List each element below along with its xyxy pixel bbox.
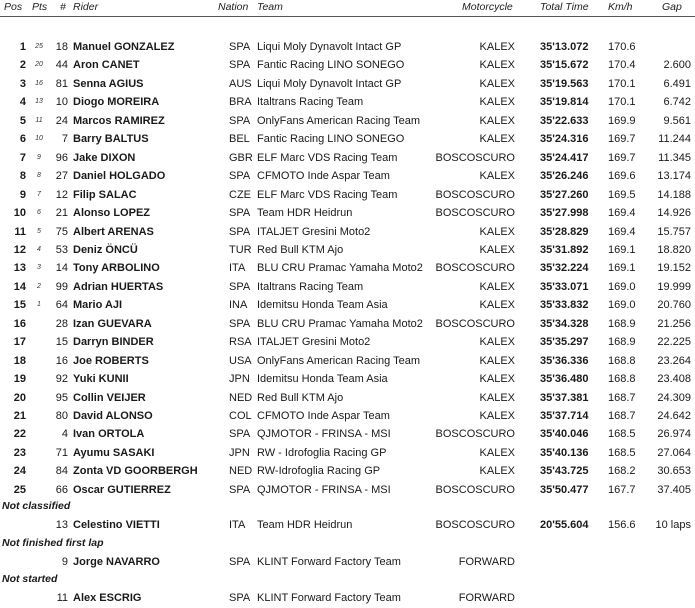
position: 10	[13, 207, 26, 220]
nation: SPA	[229, 555, 251, 568]
rider-name: Jorge NAVARRO	[73, 555, 160, 568]
gap: 27.064	[657, 446, 691, 459]
speed-kmh: 168.5	[608, 446, 636, 459]
rider-name: Senna AGIUS	[73, 77, 144, 90]
rider-name: Ivan ORTOLA	[73, 428, 145, 441]
section-title: Not started	[2, 573, 58, 585]
rider-name: Alonso LOPEZ	[73, 207, 150, 220]
table-row	[0, 131, 695, 149]
team: QJMOTOR - FRINSA - MSI	[257, 483, 391, 496]
gap: 19.152	[657, 262, 691, 275]
total-time: 35'15.672	[540, 59, 589, 72]
speed-kmh: 169.0	[608, 299, 636, 312]
total-time: 35'34.328	[540, 317, 589, 330]
rider-name: Aron CANET	[73, 59, 140, 72]
speed-kmh: 168.7	[608, 410, 636, 422]
speed-kmh: 169.9	[608, 114, 636, 127]
total-time: 35'50.477	[540, 483, 589, 496]
position: 18	[13, 354, 26, 367]
nation: SPA	[229, 280, 251, 293]
team: KLINT Forward Factory Team	[257, 555, 401, 568]
nation: SPA	[229, 428, 251, 441]
rider-number: 81	[55, 77, 68, 90]
nation: NED	[229, 465, 253, 478]
motorcycle: KALEX	[479, 96, 515, 109]
rider-name: Darryn BINDER	[73, 336, 154, 349]
nation: TUR	[229, 243, 252, 256]
rider-number: 10	[55, 96, 68, 109]
rider-name: Deniz ÖNCÜ	[73, 243, 138, 256]
rider-name: Alex ESCRIG	[73, 592, 142, 604]
position: 13	[13, 262, 26, 275]
points: 6	[37, 209, 41, 217]
rider-name: Tony ARBOLINO	[73, 262, 160, 275]
position: 5	[19, 114, 26, 127]
total-time: 35'43.725	[540, 465, 589, 478]
motorcycle: KALEX	[479, 336, 515, 349]
rider-name: Marcos RAMIREZ	[73, 114, 165, 127]
total-time: 35'26.246	[540, 170, 589, 183]
rider-number: 18	[55, 41, 68, 53]
table-row	[0, 113, 695, 131]
rider-name: David ALONSO	[73, 410, 153, 422]
section-title: Not finished first lap	[2, 536, 104, 549]
gap: 20.760	[657, 299, 691, 312]
position: 8	[19, 170, 26, 183]
position: 7	[19, 151, 26, 164]
total-time: 35'19.563	[540, 77, 589, 90]
motorcycle: BOSCOSCURO	[435, 428, 515, 441]
rider-number: 13	[55, 519, 68, 531]
table-row	[0, 187, 695, 205]
table-row	[0, 554, 695, 572]
gap: 30.653	[657, 465, 691, 478]
rider-number: 75	[55, 225, 68, 238]
header-team: Team	[257, 1, 283, 13]
table-row	[0, 445, 695, 463]
nation: COL	[229, 410, 252, 422]
gap: 11.244	[658, 133, 691, 146]
gap: 24.309	[657, 391, 691, 404]
nation: SPA	[229, 592, 251, 604]
gap: 10 laps	[655, 519, 691, 531]
team: RW-Idrofoglia Racing GP	[257, 465, 381, 478]
gap: 19.999	[657, 280, 691, 293]
speed-kmh: 168.8	[608, 354, 636, 367]
total-time: 35'40.136	[540, 446, 589, 459]
speed-kmh: 169.4	[608, 207, 636, 220]
motorcycle: KALEX	[479, 410, 515, 422]
points: 2	[37, 282, 41, 290]
nation: RSA	[229, 336, 252, 349]
rider-number: 53	[55, 243, 68, 256]
gap: 9.561	[663, 114, 691, 127]
nation: ITA	[229, 519, 246, 531]
team: Liqui Moly Dynavolt Intact GP	[257, 77, 402, 90]
motorcycle: KALEX	[479, 280, 515, 293]
motorcycle: KALEX	[479, 41, 515, 53]
rider-name: Ayumu SASAKI	[73, 446, 155, 459]
nation: SPA	[229, 207, 251, 220]
points: 10	[35, 135, 43, 143]
points: 7	[37, 190, 41, 198]
total-time: 35'22.633	[540, 114, 589, 127]
table-row	[0, 590, 695, 608]
nation: SPA	[229, 41, 251, 53]
table-row	[0, 463, 695, 481]
gap: 6.742	[663, 96, 691, 109]
gap: 37.405	[657, 483, 691, 496]
total-time: 35'27.998	[540, 207, 589, 220]
team: BLU CRU Pramac Yamaha Moto2	[257, 317, 423, 330]
motorcycle: KALEX	[479, 373, 515, 386]
position: 16	[13, 317, 26, 330]
position: 2	[19, 59, 26, 72]
speed-kmh: 168.5	[608, 428, 636, 441]
gap: 6.491	[663, 77, 691, 90]
speed-kmh: 168.2	[608, 465, 636, 478]
nation: CZE	[229, 188, 251, 201]
gap: 13.174	[657, 170, 691, 183]
speed-kmh: 169.0	[608, 280, 636, 293]
rider-number: 84	[55, 465, 68, 478]
speed-kmh: 169.7	[608, 151, 636, 164]
points: 9	[37, 153, 41, 161]
motorcycle: BOSCOSCURO	[435, 262, 515, 275]
speed-kmh: 156.6	[608, 519, 636, 531]
section-title: Not classified	[2, 500, 71, 512]
speed-kmh: 169.1	[608, 243, 636, 256]
motorcycle: KALEX	[479, 114, 515, 127]
speed-kmh: 169.4	[608, 225, 636, 238]
header-pos: Pos	[4, 1, 23, 13]
motorcycle: KALEX	[479, 354, 515, 367]
table-row	[0, 408, 695, 426]
motorcycle: FORWARD	[458, 592, 515, 604]
motorcycle: KALEX	[479, 465, 515, 478]
position: 3	[19, 77, 26, 90]
total-time: 35'27.260	[540, 188, 589, 201]
table-row	[0, 316, 695, 334]
speed-kmh: 168.9	[608, 336, 636, 349]
position: 25	[13, 483, 26, 496]
total-time: 35'31.892	[540, 243, 589, 256]
team: CFMOTO Inde Aspar Team	[257, 410, 390, 422]
nation: BEL	[229, 133, 250, 146]
points: 16	[35, 79, 43, 87]
total-time: 35'40.046	[540, 428, 589, 441]
team: ITALJET Gresini Moto2	[257, 336, 371, 349]
table-row	[0, 260, 695, 278]
position: 12	[13, 243, 26, 256]
gap: 26.974	[657, 428, 691, 441]
rider-number: 12	[55, 188, 68, 201]
total-time: 35'33.832	[540, 299, 589, 312]
rider-name: Celestino VIETTI	[73, 519, 160, 531]
rider-number: 80	[55, 410, 68, 422]
rider-number: 7	[61, 133, 68, 146]
points: 3	[37, 264, 41, 272]
total-time: 35'24.417	[540, 151, 589, 164]
position: 15	[13, 299, 26, 312]
table-row	[0, 205, 695, 223]
nation: SPA	[229, 483, 251, 496]
motorcycle: KALEX	[479, 59, 515, 72]
motorcycle: BOSCOSCURO	[435, 151, 515, 164]
rider-number: 11	[56, 592, 68, 604]
team: Fantic Racing LINO SONEGO	[257, 59, 405, 72]
nation: SPA	[229, 317, 251, 330]
motorcycle: BOSCOSCURO	[435, 207, 515, 220]
rider-number: 9	[61, 555, 68, 568]
table-row	[0, 517, 695, 535]
motorcycle: BOSCOSCURO	[435, 317, 515, 330]
total-time: 35'36.336	[540, 354, 589, 367]
gap: 14.926	[657, 207, 691, 220]
header-total-time: Total Time	[540, 1, 589, 13]
gap: 14.188	[657, 188, 691, 201]
team: Italtrans Racing Team	[257, 280, 364, 293]
team: Team HDR Heidrun	[257, 207, 353, 220]
position: 11	[14, 225, 26, 238]
table-row	[0, 168, 695, 186]
team: Red Bull KTM Ajo	[257, 243, 344, 256]
total-time: 20'55.604	[540, 519, 589, 531]
position: 4	[19, 96, 26, 109]
table-row	[0, 297, 695, 315]
nation: SPA	[229, 114, 251, 127]
position: 6	[19, 133, 26, 146]
motorcycle: KALEX	[479, 446, 515, 459]
gap: 11.345	[658, 151, 691, 164]
nation: JPN	[229, 446, 250, 459]
speed-kmh: 169.5	[608, 188, 636, 201]
nation: AUS	[229, 77, 252, 90]
position: 17	[13, 336, 26, 349]
rider-number: 28	[55, 317, 68, 330]
team: Idemitsu Honda Team Asia	[257, 373, 388, 386]
header-rider: Rider	[73, 1, 99, 13]
team: Red Bull KTM Ajo	[257, 391, 344, 404]
rider-number: 71	[55, 446, 68, 459]
gap: 2.600	[663, 59, 691, 72]
total-time: 35'36.480	[540, 373, 589, 386]
rider-name: Filip SALAC	[73, 188, 137, 201]
team: Fantic Racing LINO SONEGO	[257, 133, 405, 146]
rider-number: 4	[61, 428, 68, 441]
table-row	[0, 390, 695, 408]
position: 20	[13, 391, 26, 404]
table-row	[0, 426, 695, 444]
speed-kmh: 169.6	[608, 170, 636, 183]
team: RW - Idrofoglia Racing GP	[257, 446, 387, 459]
motorcycle: BOSCOSCURO	[435, 188, 515, 201]
nation: ITA	[229, 262, 246, 275]
gap: 22.225	[657, 336, 691, 349]
table-row	[0, 482, 695, 500]
speed-kmh: 169.7	[608, 133, 636, 146]
rider-number: 21	[55, 207, 68, 220]
rider-number: 27	[55, 170, 68, 183]
speed-kmh: 170.6	[608, 41, 636, 53]
table-row	[0, 371, 695, 389]
points: 1	[37, 301, 41, 309]
table-row	[0, 353, 695, 371]
nation: SPA	[229, 225, 251, 238]
position: 19	[13, 373, 26, 386]
motorcycle: KALEX	[479, 133, 515, 146]
nation: BRA	[229, 96, 252, 109]
header-kmh: Km/h	[608, 1, 633, 13]
position: 14	[13, 280, 26, 293]
speed-kmh: 170.1	[608, 96, 636, 109]
gap: 23.264	[657, 354, 691, 367]
total-time: 35'13.072	[540, 41, 589, 53]
header-motorcycle: Motorcycle	[462, 1, 513, 13]
table-row	[0, 334, 695, 352]
motorcycle: BOSCOSCURO	[435, 483, 515, 496]
speed-kmh: 167.7	[608, 483, 636, 496]
nation: SPA	[229, 59, 251, 72]
gap: 24.642	[657, 410, 691, 422]
points: 25	[35, 43, 43, 50]
team: Idemitsu Honda Team Asia	[257, 299, 388, 312]
rider-number: 92	[55, 373, 68, 386]
team: OnlyFans American Racing Team	[257, 354, 421, 367]
table-row	[0, 94, 695, 112]
team: OnlyFans American Racing Team	[257, 114, 421, 127]
header-pts: Pts	[32, 1, 48, 13]
total-time: 35'28.829	[540, 225, 589, 238]
position: 21	[13, 410, 26, 422]
points: 11	[35, 116, 43, 124]
motorcycle: KALEX	[479, 391, 515, 404]
rider-name: Yuki KUNII	[73, 373, 129, 386]
gap: 18.820	[657, 243, 691, 256]
table-row	[0, 279, 695, 297]
team: CFMOTO Inde Aspar Team	[257, 170, 390, 183]
team: QJMOTOR - FRINSA - MSI	[257, 428, 391, 441]
rider-name: Adrian HUERTAS	[73, 280, 164, 293]
nation: JPN	[229, 373, 250, 386]
team: ITALJET Gresini Moto2	[257, 225, 371, 238]
rider-number: 99	[55, 280, 68, 293]
motorcycle: KALEX	[479, 170, 515, 183]
rider-name: Joe ROBERTS	[73, 354, 149, 367]
points: 13	[35, 98, 43, 106]
table-row	[0, 57, 695, 75]
total-time: 35'24.316	[540, 133, 589, 146]
table-row	[0, 150, 695, 168]
total-time: 35'33.071	[540, 280, 589, 293]
table-row	[0, 76, 695, 94]
team: Team HDR Heidrun	[257, 519, 353, 531]
points: 4	[37, 245, 41, 253]
motorcycle: KALEX	[479, 225, 515, 238]
rider-number: 96	[55, 151, 68, 164]
team: Italtrans Racing Team	[257, 96, 364, 109]
rider-number: 44	[55, 59, 68, 72]
rider-name: Barry BALTUS	[73, 133, 149, 146]
speed-kmh: 170.4	[608, 59, 636, 72]
speed-kmh: 168.8	[608, 373, 636, 386]
motorcycle: FORWARD	[458, 555, 515, 568]
nation: USA	[229, 354, 252, 367]
points: 5	[37, 227, 41, 235]
rider-number: 64	[55, 299, 68, 312]
rider-number: 95	[55, 391, 68, 404]
rider-name: Oscar GUTIERREZ	[73, 483, 171, 496]
team: Liqui Moly Dynavolt Intact GP	[257, 41, 402, 53]
team: KLINT Forward Factory Team	[257, 592, 401, 604]
speed-kmh: 168.9	[608, 317, 636, 330]
rider-name: Albert ARENAS	[73, 225, 154, 238]
gap: 15.757	[657, 225, 691, 238]
rider-name: Izan GUEVARA	[73, 317, 152, 330]
total-time: 35'35.297	[540, 336, 589, 349]
header-nation: Nation	[218, 1, 249, 13]
total-time: 35'37.381	[540, 391, 589, 404]
total-time: 35'37.714	[540, 410, 589, 422]
table-row	[0, 224, 695, 242]
rider-name: Zonta VD GOORBERGH	[73, 465, 198, 478]
rider-name: Diogo MOREIRA	[73, 96, 160, 109]
motorcycle: KALEX	[479, 77, 515, 90]
rider-number: 16	[55, 354, 68, 367]
nation: SPA	[229, 170, 251, 183]
speed-kmh: 168.7	[608, 391, 636, 404]
rider-name: Mario AJI	[73, 299, 123, 312]
header-gap: Gap	[662, 1, 682, 13]
speed-kmh: 169.1	[608, 262, 636, 275]
nation: GBR	[229, 151, 253, 164]
motorcycle: KALEX	[479, 243, 515, 256]
rider-name: Jake DIXON	[73, 151, 136, 164]
gap: 23.408	[657, 373, 691, 386]
position: 23	[13, 446, 26, 459]
team: ELF Marc VDS Racing Team	[257, 151, 398, 164]
points: 8	[37, 172, 41, 180]
nation: INA	[229, 299, 248, 312]
position: 9	[19, 188, 26, 201]
table-row	[0, 39, 695, 57]
gap: 21.256	[657, 317, 691, 330]
rider-number: 66	[55, 483, 68, 496]
team: ELF Marc VDS Racing Team	[257, 188, 398, 201]
position: 1	[19, 41, 26, 53]
rider-name: Daniel HOLGADO	[73, 170, 166, 183]
rider-name: Manuel GONZALEZ	[73, 41, 175, 53]
rider-name: Collin VEIJER	[73, 391, 146, 404]
speed-kmh: 170.1	[608, 77, 636, 90]
team: BLU CRU Pramac Yamaha Moto2	[257, 262, 423, 275]
table-row	[0, 242, 695, 260]
total-time: 35'32.224	[540, 262, 589, 275]
rider-number: 24	[55, 114, 68, 127]
position: 24	[13, 465, 26, 478]
header-num: #	[60, 1, 66, 13]
rider-number: 15	[55, 336, 68, 349]
total-time: 35'19.814	[540, 96, 589, 109]
results-header	[0, 0, 695, 17]
position: 22	[13, 428, 26, 441]
rider-number: 14	[55, 262, 68, 275]
nation: NED	[229, 391, 253, 404]
motorcycle: BOSCOSCURO	[435, 519, 515, 531]
motorcycle: KALEX	[479, 299, 515, 312]
points: 20	[35, 61, 43, 69]
